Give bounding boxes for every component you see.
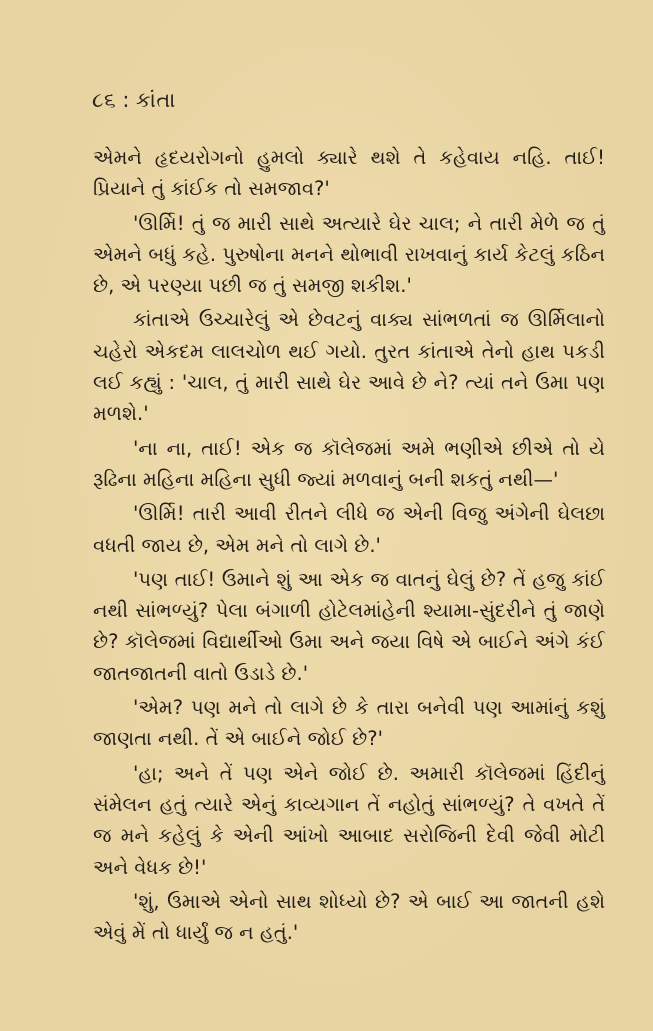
header-separator: : [122,88,130,112]
paragraph: 'ના ના, તાઈ! એક જ કૉલેજમાં અમે ભણીએ છીએ તો યે રૂઢિના મહિના મહિના સુધી જ્યાં મળવાનું બની શકતું નથી—' [93,436,605,491]
paragraph: 'પણ તાઈ! ઉમાને શું આ એક જ વાતનું ઘેલું છે? તેં હજુ કાંઈ નથી સાંભળ્યું? પેલા બંગાળી હોટેલમાંહેની શ્યામા-સુંદરીને તું જાણે છે? કૉલેજમાં વિદ્યાર્થીઓ ઉમા અને જયા વિષે એ બાઈને અંગે કંઈ જાતજાતની વાતો ઉડાડે છે.' [93,567,605,685]
paragraph: 'એમ? પણ મને તો લાગે છે કે તારા બનેવી પણ આમાંનું કશું જાણતા નથી. તેં એ બાઈને જોઈ છે?' [93,696,605,751]
paragraph: કાંતાએ ઉચ્ચારેલું એ છેવટનું વાક્ય સાંભળતાં જ ઊર્મિલાનો ચહેરો એકદમ લાલચોળ થઈ ગયો. તુરત કાંતાએ તેનો હાથ પકડી લઈ કહ્યું : 'ચાલ, તું મારી સાથે ઘેર આવે છે ને? ત્યાં તને ઉમા પણ મળશે.' [93,308,605,426]
paragraph: એમને હૃદયરોગનો હુમલો ક્યારે થશે તે કહેવાય નહિ. તાઈ! પ્રિયાને તું કાંઈક તો સમજાવ?' [93,146,605,201]
paragraph: 'ઊર્મિ! તું જ મારી સાથે અત્યારે ઘેર ચાલ; ને તારી મેળે જ તું એમને બધું કહે. પુરુષોના મનને થોભાવી રાખવાનું કાર્ય કેટલું કઠિન છે, એ પરણ્યા પછી જ તું સમજી શકીશ.' [93,211,605,298]
paragraph: 'ઊર્મિ! તારી આવી રીતને લીધે જ એની વિજુ અંગેની ઘેલછા વધતી જાય છે, એમ મને તો લાગે છે.' [93,502,605,557]
book-title: કાંતા [135,88,176,112]
paragraph: 'શું, ઉમાએ એનો સાથ શોધ્યો છે? એ બાઈ આ જાતની હશે એવું મેં તો ધાર્યું જ ન હતું.' [93,889,605,945]
page-body [93,142,605,951]
paragraph: 'હા; અને તેં પણ એને જોઈ છે. અમારી કૉલેજમાં હિંદીનું સંમેલન હતું ત્યારે એનું કાવ્યગાન તેં નહોતું સાંભળ્યું? તે વખતે તેં જ મને કહેલું કે એની આંખો આબાદ સરોજિની દેવી જેવી મોટી અને વેધક છે!' [93,761,605,879]
page-header [92,88,176,113]
page-number: ૮૬ [92,88,117,112]
